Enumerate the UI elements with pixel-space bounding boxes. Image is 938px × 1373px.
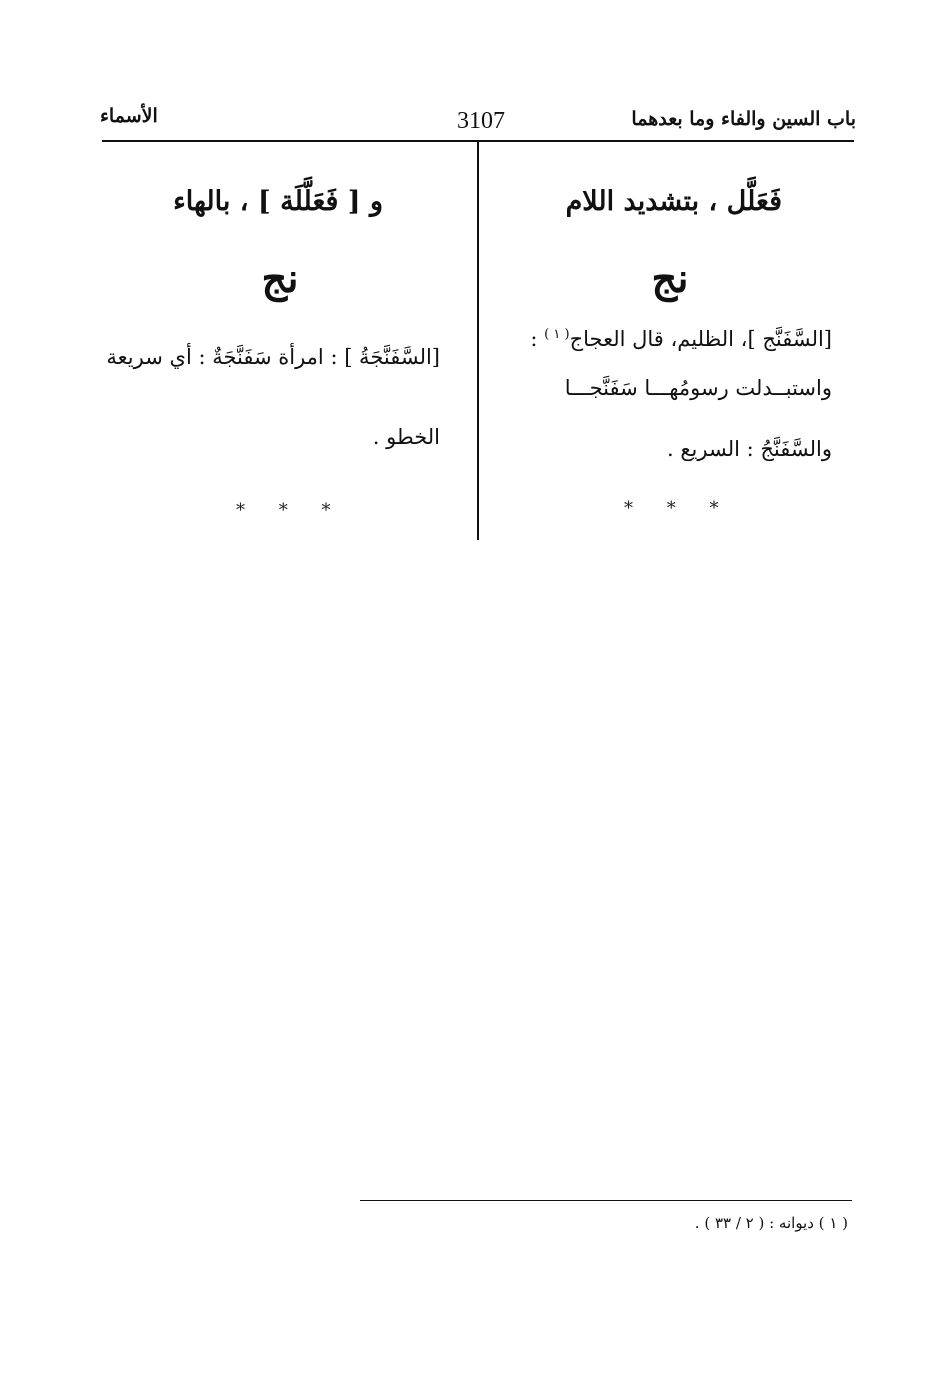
left-separator-asterisks: * * * bbox=[236, 500, 345, 521]
right-entry-head bbox=[530, 327, 832, 351]
footnote-rule bbox=[360, 1200, 852, 1201]
left-entry-line2: الخطو . bbox=[372, 425, 440, 449]
left-column-root: نج bbox=[261, 255, 299, 302]
left-column-title: و [ فَعَلَّلَة ] ، بالهاء bbox=[173, 186, 383, 217]
chapter-heading: باب السين والفاء وما بعدهما bbox=[631, 108, 856, 130]
column-divider bbox=[477, 142, 479, 540]
right-column-root: نج bbox=[651, 255, 689, 302]
entry-colon: : bbox=[530, 327, 545, 351]
section-heading: الأسماء bbox=[100, 105, 158, 127]
right-definition: والسَّفَنَّجُ : السريع . bbox=[667, 437, 832, 461]
right-column-title: فَعَلَّل ، بتشديد اللام bbox=[565, 186, 782, 217]
verse-line: واستبــدلت رسومُهـــا سَفَنَّجـــا bbox=[564, 376, 832, 400]
footnote-text: ( ١ ) ديوانه : ( ٢ / ٣٣ ) . bbox=[694, 1214, 848, 1232]
left-entry-line1: [السَّفَنَّجَةُ ] : امرأة سَفَنَّجَةٌ : أي سريعة bbox=[106, 345, 440, 369]
entry-head-text: [السَّفَنَّج ]، الظليم، قال العجاج bbox=[569, 327, 832, 351]
right-separator-asterisks: * * * bbox=[624, 498, 733, 519]
page-number: 3107 bbox=[457, 108, 505, 134]
footnote-reference[interactable]: ( ١ ) bbox=[544, 327, 570, 342]
